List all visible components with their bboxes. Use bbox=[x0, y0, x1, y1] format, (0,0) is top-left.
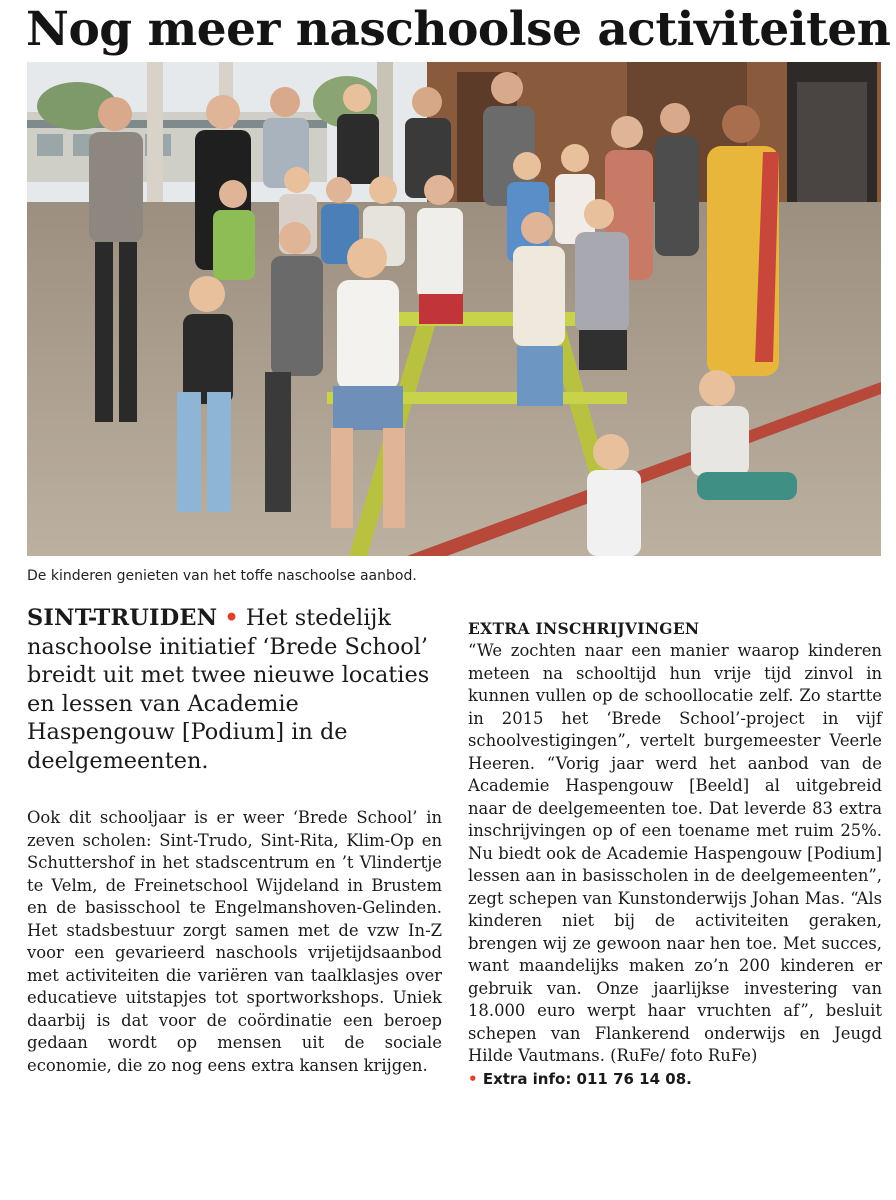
group-photo bbox=[27, 62, 881, 556]
extra-info-text: Extra info: 011 76 14 08. bbox=[482, 1069, 692, 1088]
body-paragraph-left: Ook dit schooljaar is er weer ‘Brede School’ in zeven scholen: Sint-Trudo, Sint-Rita, Klim-Op en Schuttershof in het stadscentrum en ’t Vlindertje te Velm, de Freinetschool Wijdeland in Brustem en de basisschool te Engelmanshoven-Gelinden. Het stadsbestuur zorgt samen met de vzw In-Z voor een gevarieerd naschools vrijetijdsaanbod met activiteiten die variëren van taalklasjes over educatieve uitstapjes tot sportworkshops. Uniek daarbij is dat voor de coördinatie een beroep gedaan wordt op mensen uit de sociale economie, die zo nog eens extra kansen krijgen. bbox=[27, 808, 442, 1075]
bullet-marker: • bbox=[224, 605, 239, 631]
extra-info-line bbox=[468, 1068, 882, 1090]
article-column-left bbox=[27, 604, 442, 1077]
section-subhead: EXTRA INSCHRIJVINGEN bbox=[468, 619, 700, 638]
article-lead bbox=[27, 604, 442, 775]
article-headline: Nog meer naschoolse activiteiten bbox=[26, 2, 891, 57]
body-paragraph-right: “We zochten naar een manier waarop kinderen meteen na schooltijd hun vrije tijd zinvol in kunnen vullen op de schoollocatie zelf. Zo startte in 2015 het ‘Brede School’-project in vijf schoolvestigingen”, vertelt burgemeester Veerle Heeren. “Vorig jaar werd het aanbod van de Academie Haspengouw [Beeld] al uitgebreid naar de deelgemeenten toe. Dat leverde 83 extra inschrijvingen op of een toename met ruim 25%. Nu biedt ook de Academie Haspengouw [Podium] lessen aan in basisscholen in de deelgemeenten”, zegt schepen van Kunstonderwijs Johan Mas. “Als kinderen niet bij de activiteiten geraken, brengen wij ze gewoon naar hen toe. Met succes, want maandelijks maken zo’n 200 kinderen er gebruik van. Onze jaarlijkse investering van 18.000 euro werpt haar vruchten af”, besluit schepen van Flankerend onderwijs en Jeugd Hilde Vautmans. (RuFe/ foto RuFe) bbox=[468, 641, 882, 1065]
photo-caption: De kinderen genieten van het toffe naschoolse aanbod. bbox=[27, 568, 417, 584]
bullet-marker: • bbox=[468, 1069, 478, 1088]
dateline-place: SINT-TRUIDEN bbox=[27, 605, 218, 631]
article-column-right bbox=[468, 618, 882, 1090]
lead-text: Het stedelijk naschoolse initiatief ‘Brede School’ breidt uit met twee nieuwe locaties en lessen van Academie Haspengouw [Podium] in de deelgemeenten. bbox=[27, 605, 430, 774]
